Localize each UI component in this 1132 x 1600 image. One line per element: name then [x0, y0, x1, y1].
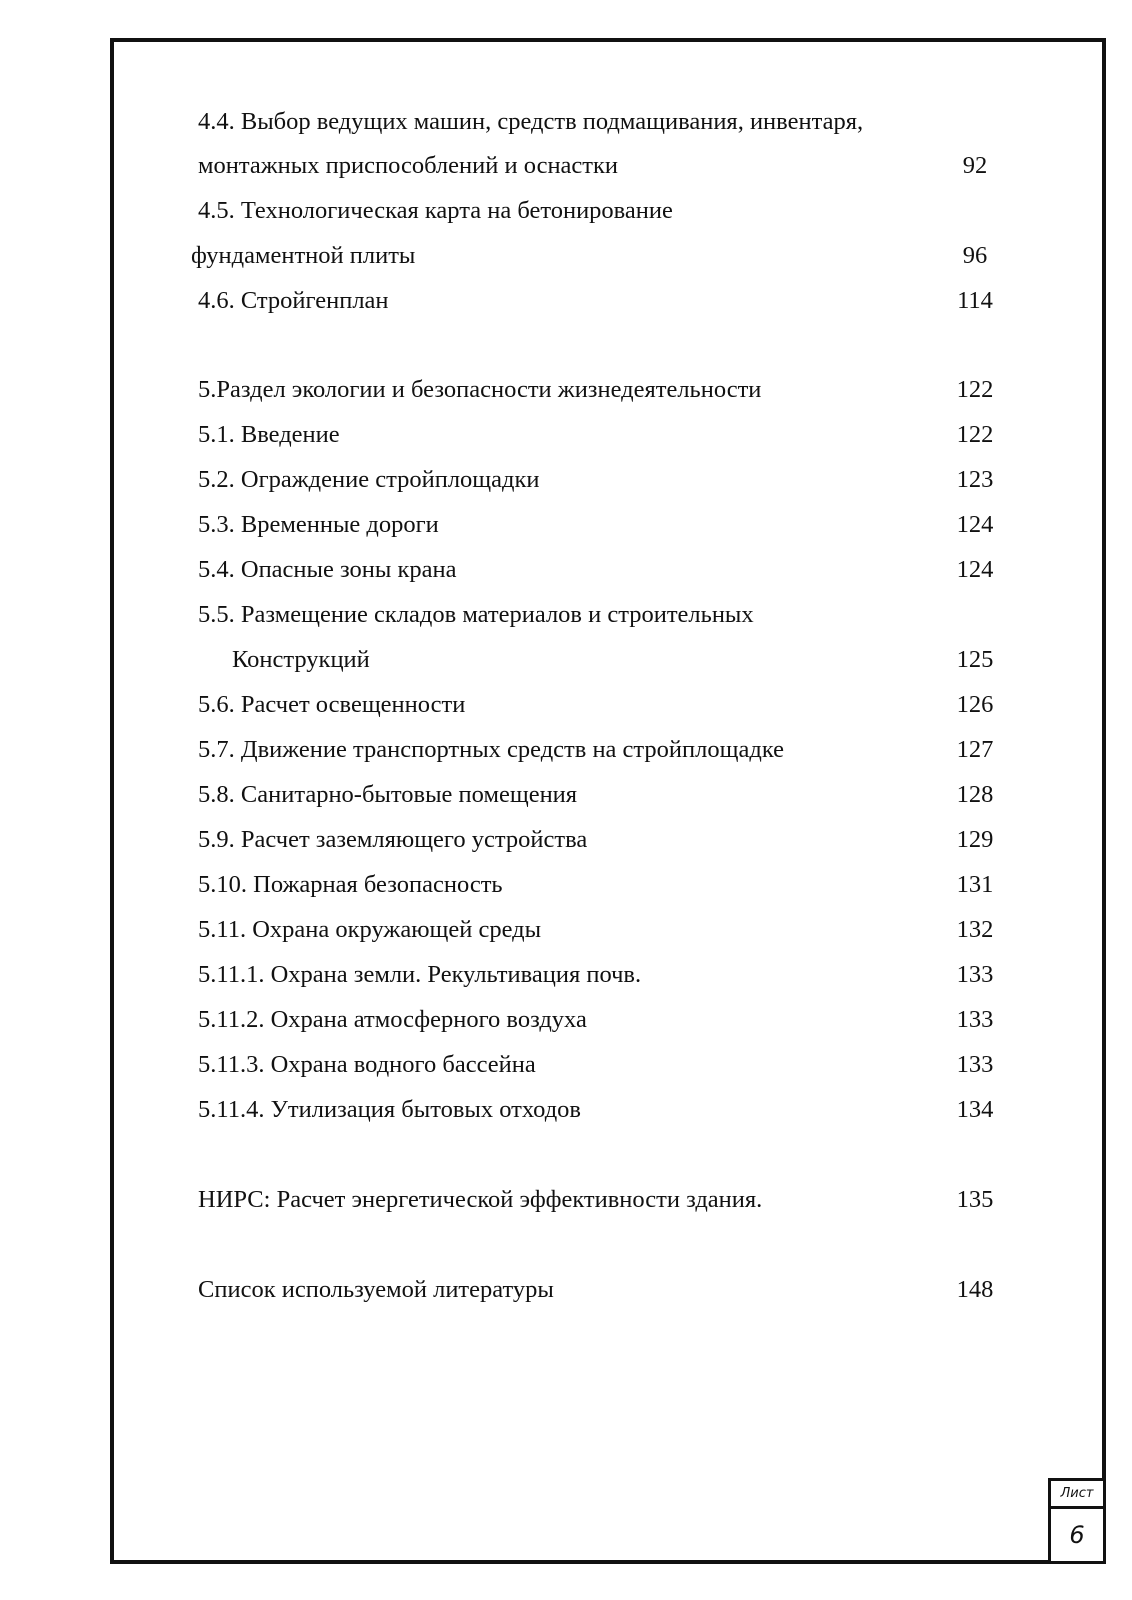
toc-entry — [114, 865, 1102, 905]
toc-entry-page: 129 — [956, 826, 994, 853]
toc-entry-title: Конструкций — [232, 646, 370, 673]
toc-entry — [114, 415, 1102, 455]
toc-entry-page: 133 — [956, 1006, 994, 1033]
toc-entry — [114, 281, 1102, 321]
toc-entry — [114, 820, 1102, 860]
toc-entry-title: 5.11.3. Охрана водного бассейна — [198, 1051, 536, 1078]
toc-entry — [114, 730, 1102, 770]
toc-entry-title: 5.Раздел экологии и безопасности жизнедеятельности — [198, 376, 762, 403]
toc-entry — [114, 505, 1102, 545]
toc-entry — [114, 102, 1102, 142]
sheet-label: Лист — [1051, 1481, 1103, 1509]
toc-entry — [114, 955, 1102, 995]
toc-entry — [114, 685, 1102, 725]
toc-entry-title: 5.10. Пожарная безопасность — [198, 871, 503, 898]
toc-entry-title: 4.5. Технологическая карта на бетонирование — [198, 197, 673, 224]
toc-entry-title: 4.6. Стройгенплан — [198, 287, 389, 314]
toc-entry-page: 125 — [956, 646, 994, 673]
toc-entry — [114, 550, 1102, 590]
toc-entry-page: 122 — [956, 376, 994, 403]
toc-entry-page: 92 — [962, 152, 988, 179]
page-frame — [110, 38, 1106, 1564]
toc-entry-page: 132 — [956, 916, 994, 943]
toc-entry — [114, 1090, 1102, 1130]
toc-entry-page: 114 — [957, 287, 993, 314]
toc-entry — [114, 1180, 1102, 1220]
toc-entry — [114, 460, 1102, 500]
toc-entry — [114, 236, 1102, 276]
toc-entry-title: 5.8. Санитарно-бытовые помещения — [198, 781, 578, 808]
toc-entry-title: 5.11.1. Охрана земли. Рекультивация почв. — [198, 961, 642, 988]
toc-entry-title: 4.4. Выбор ведущих машин, средств подмащивания, инвентаря, — [198, 108, 864, 135]
toc-entry-title: 5.11. Охрана окружающей среды — [198, 916, 542, 943]
toc-entry-title: 5.2. Ограждение стройплощадки — [198, 466, 540, 493]
sheet-stamp — [1048, 1478, 1106, 1564]
toc-entry-title: Список используемой литературы — [198, 1276, 554, 1303]
toc-entry-title: 5.11.2. Охрана атмосферного воздуха — [198, 1006, 587, 1033]
toc-entry-page: 124 — [956, 511, 994, 538]
sheet-number: 6 — [1069, 1521, 1085, 1549]
toc-entry-page: 127 — [956, 736, 994, 763]
toc-entry — [114, 595, 1102, 635]
toc-entry — [114, 146, 1102, 186]
toc-entry-page: 134 — [956, 1096, 994, 1123]
toc-entry-title: 5.11.4. Утилизация бытовых отходов — [198, 1096, 582, 1123]
toc-entry-title: 5.7. Движение транспортных средств на стройплощадке — [198, 736, 785, 763]
toc-entry — [114, 191, 1102, 231]
toc-entry-page: 124 — [956, 556, 994, 583]
toc-entry-title: 5.6. Расчет освещенности — [198, 691, 466, 718]
toc-entry-title: 5.9. Расчет заземляющего устройства — [198, 826, 588, 853]
toc-entry — [114, 370, 1102, 410]
toc-entry-page: 128 — [956, 781, 994, 808]
toc-entry-title: 5.3. Временные дороги — [198, 511, 439, 538]
toc-entry-page: 135 — [956, 1186, 994, 1213]
toc-entry-page: 148 — [956, 1276, 994, 1303]
toc-entry-title: 5.4. Опасные зоны крана — [198, 556, 457, 583]
toc-entry — [114, 775, 1102, 815]
toc-entry-title: фундаментной плиты — [191, 242, 416, 269]
toc-entry-title: 5.5. Размещение складов материалов и строительных — [198, 601, 754, 628]
toc-entry-title: монтажных приспособлений и оснастки — [198, 152, 619, 179]
toc-entry-title: НИРС: Расчет энергетической эффективности здания. — [198, 1186, 763, 1213]
toc-entry-page: 122 — [956, 421, 994, 448]
toc-entry — [114, 1270, 1102, 1310]
toc-entry-page: 96 — [962, 242, 988, 269]
toc-entry-page: 133 — [956, 1051, 994, 1078]
toc-entry — [114, 640, 1102, 680]
toc-entry — [114, 910, 1102, 950]
toc-entry — [114, 1000, 1102, 1040]
toc-entry-title: 5.1. Введение — [198, 421, 340, 448]
toc-entry — [114, 1045, 1102, 1085]
toc-entry-page: 123 — [956, 466, 994, 493]
toc-entry-page: 133 — [956, 961, 994, 988]
toc-entry-page: 126 — [956, 691, 994, 718]
toc-entry-page: 131 — [956, 871, 994, 898]
